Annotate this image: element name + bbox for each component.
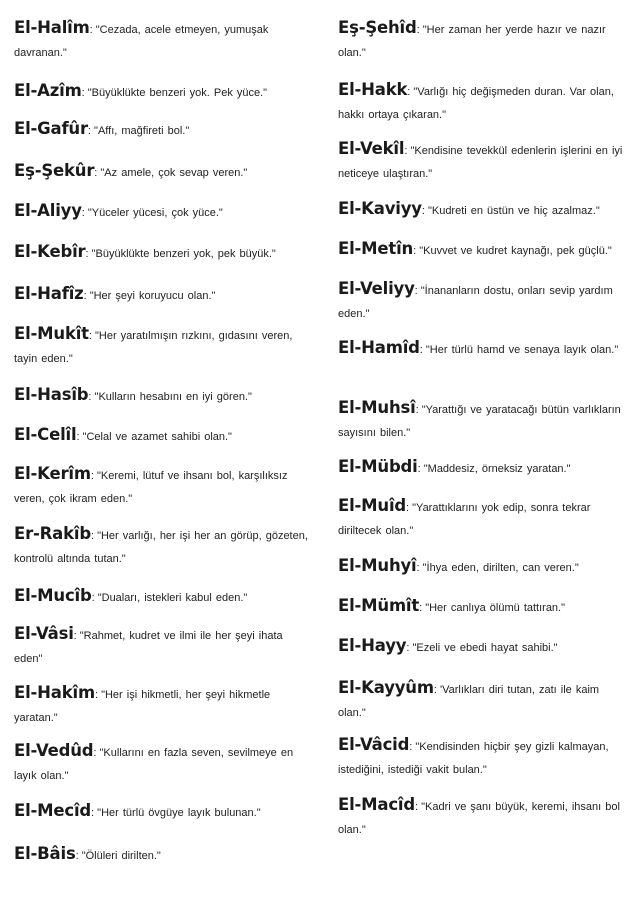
entry-name: El-Kebîr <box>14 242 86 261</box>
entry-name: El-Mucîb <box>14 586 92 605</box>
entry-name: El-Hakîm <box>14 683 95 702</box>
entry-description: "İnananların dostu, onları sevip yardım eden." <box>338 285 613 320</box>
entry-name: El-Muhyî <box>338 556 417 575</box>
entry-name: El-Vâsi <box>14 624 74 643</box>
entry-description: "Ezeli ve ebedi hayat sahibi." <box>412 642 558 654</box>
entry-description: "Kuvvet ve kudret kaynağı, pek güçlü." <box>419 245 612 257</box>
entry-name: El-Mukît <box>14 324 89 343</box>
entry-name: El-Mümît <box>338 596 420 615</box>
entry-name: El-Bâis <box>14 844 76 863</box>
entry-name: El-Vâcid <box>338 735 410 754</box>
entry-el-muhyi: El-Muhyî: "İhya eden, dirilten, can veren." <box>338 556 579 575</box>
entry-el-kayyum: El-Kayyûm: 'Varlıkları diri tutan, zatı ile kaim olan." <box>338 678 600 719</box>
entry-el-aliyy: El-Aliyy: "Yüceler yücesi, çok yüce." <box>14 201 223 220</box>
entry-el-macid: El-Macîd: "Kadri ve şanı büyük, keremi, ihsanı bol olan." <box>338 795 620 836</box>
entry-name: El-Mübdi <box>338 457 418 476</box>
entry-el-celil: El-Celîl: "Celal ve azamet sahibi olan." <box>14 425 232 444</box>
entry-el-hayy: El-Hayy: "Ezeli ve ebedi hayat sahibi." <box>338 636 558 655</box>
entry-el-hafiz: El-Hafîz: "Her şeyi koruyucu olan." <box>14 284 216 303</box>
entry-el-azim: El-Azîm: "Büyüklükte benzeri yok. Pek yüce." <box>14 81 268 100</box>
entry-el-vedud: El-Vedûd: "Kullarını en fazla seven, sevilmeye en layık olan." <box>14 741 294 782</box>
entry-description: "Her şeyi koruyucu olan." <box>89 290 216 302</box>
entry-description: 'Varlıkları diri tutan, zatı ile kaim olan." <box>338 684 600 719</box>
entry-name: El-Azîm <box>14 81 82 100</box>
entry-es-sekur: Eş-Şekûr: "Az amele, çok sevap veren." <box>14 161 248 180</box>
entry-name: El-Veliyy <box>338 279 415 298</box>
entry-description: "Duaları, istekleri kabul eden." <box>97 592 248 604</box>
entry-description: "Keremi, lütuf ve ihsanı bol, karşılıksız veren, çok ikram eden." <box>14 470 288 505</box>
entry-name: El-Hasîb <box>14 385 89 404</box>
entry-name: El-Mecîd <box>14 801 92 820</box>
entry-description: "Kulların hesabını en iyi gören." <box>94 391 252 403</box>
entry-el-vasi: El-Vâsi: "Rahmet, kudret ve ilmi ile her şeyi ihata eden" <box>14 624 283 665</box>
entry-el-vekil: El-Vekîl: "Kendisine tevekkül edenlerin işlerini en iyi neticeye ulaştıran." <box>338 139 623 180</box>
entry-description: "Her işi hikmetli, her şeyi hikmetle yaratan." <box>14 689 271 724</box>
entry-description: "Her canlıya ölümü tattıran." <box>425 602 566 614</box>
entry-el-gafur: El-Gafûr: "Affı, mağfireti bol." <box>14 119 190 138</box>
entry-el-mucib: El-Mucîb: "Duaları, istekleri kabul eden." <box>14 586 248 605</box>
entry-name: El-Aliyy <box>14 201 82 220</box>
entry-description: "Kadri ve şanı büyük, keremi, ihsanı bol olan." <box>338 801 620 836</box>
entry-el-veliyy: El-Veliyy: "İnananların dostu, onları sevip yardım eden." <box>338 279 613 320</box>
entry-description: "İhya eden, dirilten, can veren." <box>422 562 579 574</box>
entry-el-kebir: El-Kebîr: "Büyüklükte benzeri yok, pek büyük." <box>14 242 276 261</box>
entry-el-mukit: El-Mukît: "Her yaratılmışın rızkını, gıdasını veren, tayin eden." <box>14 324 293 365</box>
entry-el-kerim: El-Kerîm: "Keremi, lütuf ve ihsanı bol, karşılıksız veren, çok ikram eden." <box>14 464 288 505</box>
entry-name: El-Celîl <box>14 425 77 444</box>
entry-name: Er-Rakîb <box>14 524 91 543</box>
entry-description: "Her varlığı, her işi her an görüp, gözeten, kontrolü altında tutan." <box>14 530 308 565</box>
entry-name: El-Muîd <box>338 496 407 515</box>
entry-description: "Büyüklükte benzeri yok. Pek yüce." <box>87 87 268 99</box>
entry-el-mubdi: El-Mübdi: "Maddesiz, örneksiz yaratan." <box>338 457 571 476</box>
entry-description: "Her türlü övgüye layık bulunan." <box>97 807 261 819</box>
entry-name: Eş-Şehîd <box>338 18 417 37</box>
entry-name: Eş-Şekûr <box>14 161 95 180</box>
entry-el-vacid: El-Vâcid: "Kendisinden hiçbir şey gizli kalmayan, istediğini, istediği vakit bulan." <box>338 735 609 776</box>
entry-description: "Yarattıklarını yok edip, sonra tekrar diriltecek olan." <box>338 502 591 537</box>
entry-name: El-Metîn <box>338 239 414 258</box>
entry-el-muhsi: El-Muhsî: "Yarattığı ve yaratacağı bütün varlıkların sayısını bilen." <box>338 398 621 439</box>
entry-description: "Kendisine tevekkül edenlerin işlerini en iyi neticeye ulaştıran." <box>338 145 623 180</box>
entry-description: "Affı, mağfireti bol." <box>94 125 190 137</box>
entry-description: "Maddesiz, örneksiz yaratan." <box>423 463 571 475</box>
entry-er-rakib: Er-Rakîb: "Her varlığı, her işi her an görüp, gözeten, kontrolü altında tutan." <box>14 524 308 565</box>
entry-name: El-Halîm <box>14 18 90 37</box>
entry-el-metin: El-Metîn: "Kuvvet ve kudret kaynağı, pek güçlü." <box>338 239 612 258</box>
entry-description: "Her türlü hamd ve senaya layık olan." <box>425 344 619 356</box>
entry-el-hakim: El-Hakîm: "Her işi hikmetli, her şeyi hikmetle yaratan." <box>14 683 271 724</box>
entry-description: "Kudreti en üstün ve hiç azalmaz." <box>427 205 600 217</box>
entry-name: El-Kaviyy <box>338 199 422 218</box>
entry-description: "Cezada, acele etmeyen, yumuşak davranan." <box>14 24 269 59</box>
entry-description: "Celal ve azamet sahibi olan." <box>82 431 232 443</box>
entry-el-hakk: El-Hakk: "Varlığı hiç değişmeden duran. Var olan, hakkı ortaya çıkaran." <box>338 80 614 121</box>
entry-name: El-Hakk <box>338 80 408 99</box>
entry-description: "Yarattığı ve yaratacağı bütün varlıkların sayısını bilen." <box>338 404 621 439</box>
entry-es-sehid: Eş-Şehîd: "Her zaman her yerde hazır ve nazır olan." <box>338 18 606 59</box>
entry-description: "Az amele, çok sevap veren." <box>100 167 248 179</box>
entry-description: "Her yaratılmışın rızkını, gıdasını veren, tayin eden." <box>14 330 293 365</box>
entry-el-hamid: El-Hamîd: "Her türlü hamd ve senaya layık olan." <box>338 338 619 357</box>
entry-description: "Varlığı hiç değişmeden duran. Var olan, hakkı ortaya çıkaran." <box>338 86 614 121</box>
entry-name: El-Gafûr <box>14 119 88 138</box>
entry-name: El-Kerîm <box>14 464 91 483</box>
entry-el-mumit: El-Mümît: "Her canlıya ölümü tattıran." <box>338 596 566 615</box>
entry-el-muid: El-Muîd: "Yarattıklarını yok edip, sonra tekrar diriltecek olan." <box>338 496 591 537</box>
entry-description: "Kullarını en fazla seven, sevilmeye en layık olan." <box>14 747 294 782</box>
entry-el-mecid: El-Mecîd: "Her türlü övgüye layık bulunan." <box>14 801 261 820</box>
entry-description: "Büyüklükte benzeri yok, pek büyük." <box>91 248 276 260</box>
entry-name: El-Vekîl <box>338 139 405 158</box>
entry-name: El-Hamîd <box>338 338 420 357</box>
entry-name: El-Muhsî <box>338 398 416 417</box>
entry-description: "Her zaman her yerde hazır ve nazır olan." <box>338 24 606 59</box>
entry-description: "Rahmet, kudret ve ilmi ile her şeyi ihata eden" <box>14 630 283 665</box>
entry-description: "Yüceler yücesi, çok yüce." <box>87 207 223 219</box>
entry-el-bais: El-Bâis: "Ölüleri dirilten." <box>14 844 161 863</box>
entry-name: El-Vedûd <box>14 741 94 760</box>
entry-name: El-Kayyûm <box>338 678 434 697</box>
entry-description: "Ölüleri dirilten." <box>81 850 161 862</box>
entry-name: El-Hayy <box>338 636 407 655</box>
entry-el-kaviyy: El-Kaviyy: "Kudreti en üstün ve hiç azalmaz." <box>338 199 600 218</box>
entry-name: El-Macîd <box>338 795 415 814</box>
entry-el-halim: El-Halîm: "Cezada, acele etmeyen, yumuşak davranan." <box>14 18 269 59</box>
entry-name: El-Hafîz <box>14 284 84 303</box>
entry-description: "Kendisinden hiçbir şey gizli kalmayan, istediğini, istediği vakit bulan." <box>338 741 609 776</box>
entry-el-hasib: El-Hasîb: "Kulların hesabını en iyi gören." <box>14 385 252 404</box>
